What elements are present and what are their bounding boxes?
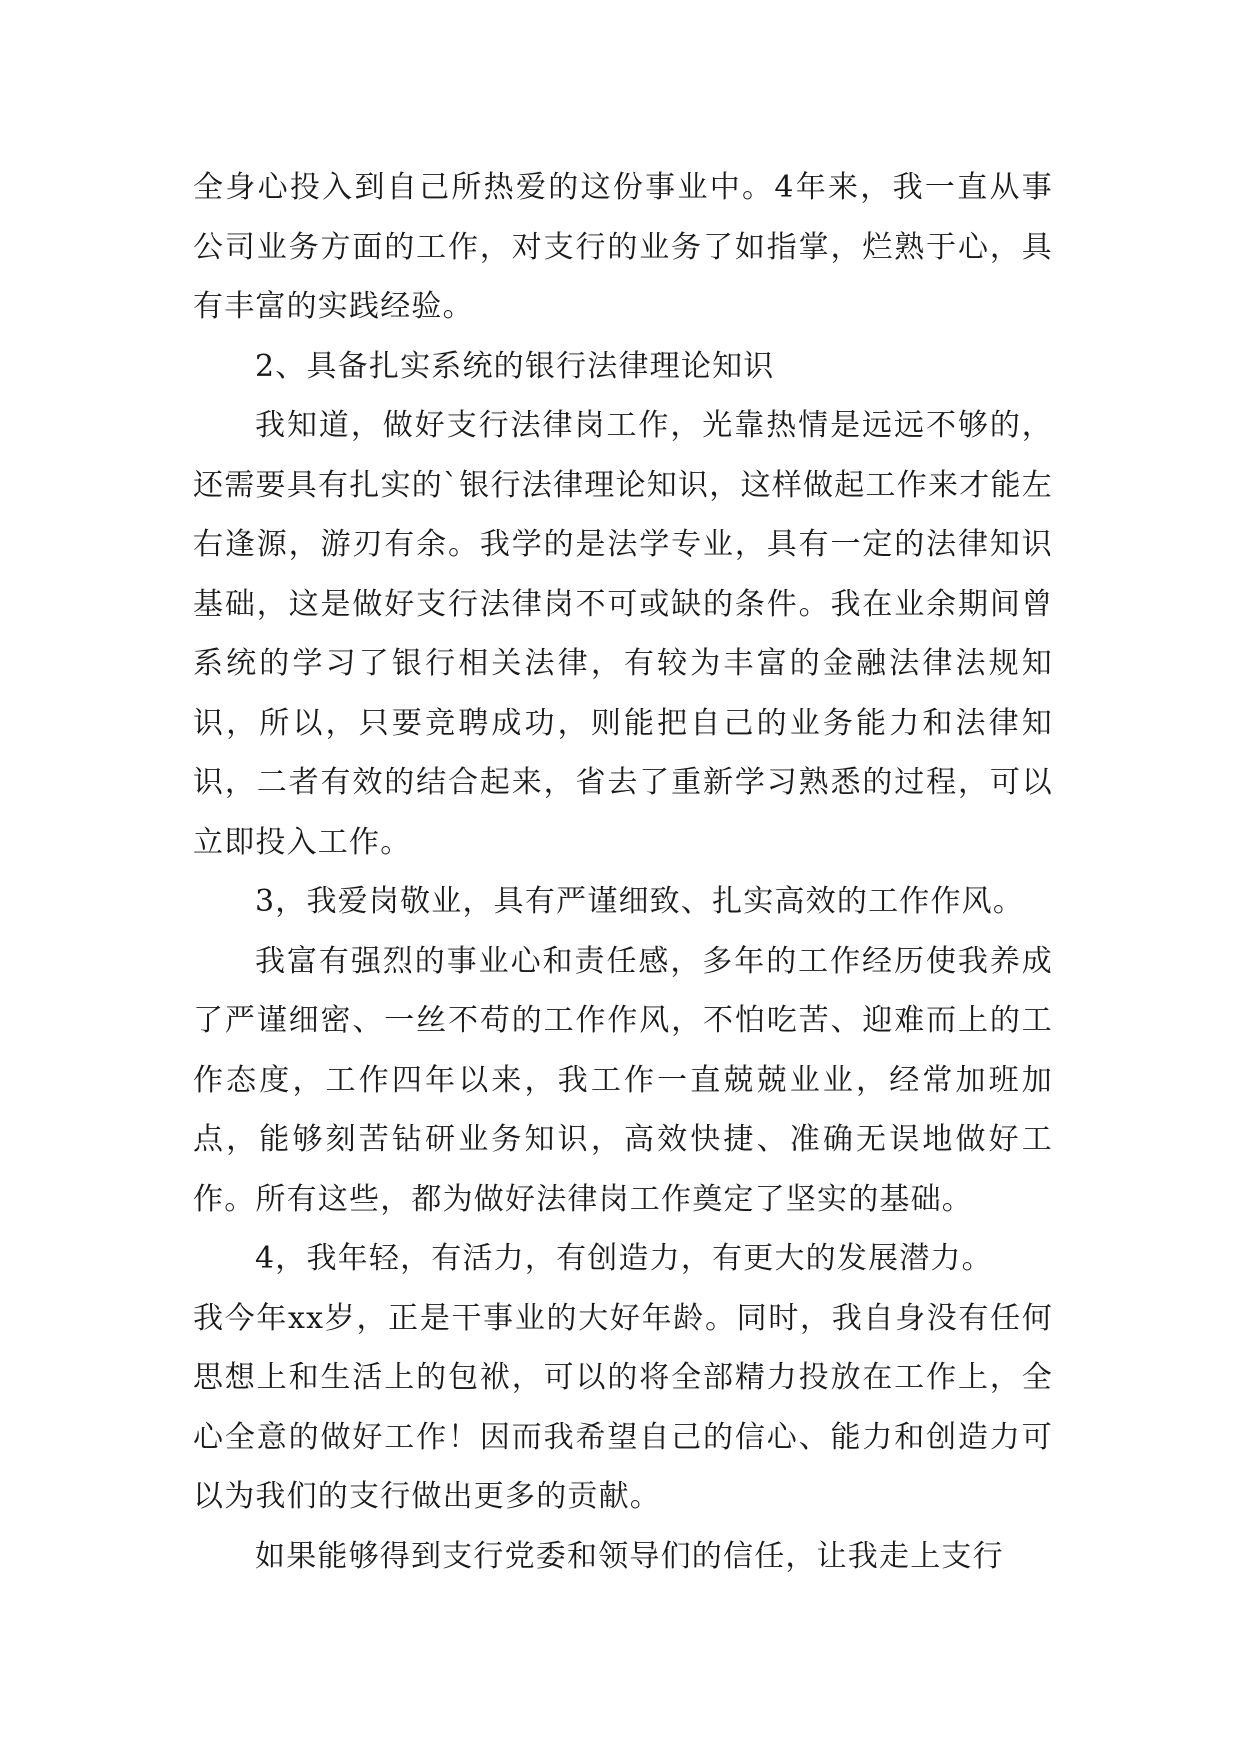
heading-point-3: 3，我爱岗敬业，具有严谨细致、扎实高效的工作作风。: [255, 884, 1025, 919]
paragraph-closing: 如果能够得到支行党委和领导们的信任，让我走上支行: [255, 1538, 1004, 1574]
heading-point-2: 2、具备扎实系统的银行法律理论知识: [255, 348, 775, 384]
paragraph-continuation: 全身心投入到自己所热爱的这份事业中。4年来，我一直从事公司业务方面的工作，对支行的业务了如指掌，烂熟于心，具有丰富的实践经验。: [193, 170, 1053, 324]
paragraph-legal-knowledge: 我知道，做好支行法律岗工作，光靠热情是远远不够的，还需要具有扎实的`银行法律理论知识，这样做起工作来才能左右逢源，游刃有余。我学的是法学专业，具有一定的法律知识基础，这是做好支行法律岗不可或缺的条件。我在业余期间曾系统的学习了银行相关法律，有较为丰富的金融法律法规知识，所以，只要竞聘成功，则能把自己的业务能力和法律知识，二者有效的结合起来，省去了重新学习熟悉的过程，可以立即投入工作。: [193, 408, 1053, 860]
paragraph-work-style: 我富有强烈的事业心和责任感，多年的工作经历使我养成了严谨细密、一丝不苟的工作作风，不怕吃苦、迎难而上的工作态度，工作四年以来，我工作一直兢兢业业，经常加班加点，能够刻苦钻研业务知识，高效快捷、准确无误地做好工作。所有这些，都为做好法律岗工作奠定了坚实的基础。: [193, 943, 1053, 1217]
heading-point-4: 4，我年轻，有活力，有创造力，有更大的发展潜力。: [255, 1241, 993, 1276]
paragraph-age-energy: 我今年xx岁，正是干事业的大好年龄。同时，我自身没有任何思想上和生活上的包袱，可以的将全部精力投放在工作上，全心全意的做好工作！因而我希望自己的信心、能力和创造力可以为我们的支行做出更多的贡献。: [193, 1300, 1053, 1514]
document-body: [193, 158, 1053, 1586]
